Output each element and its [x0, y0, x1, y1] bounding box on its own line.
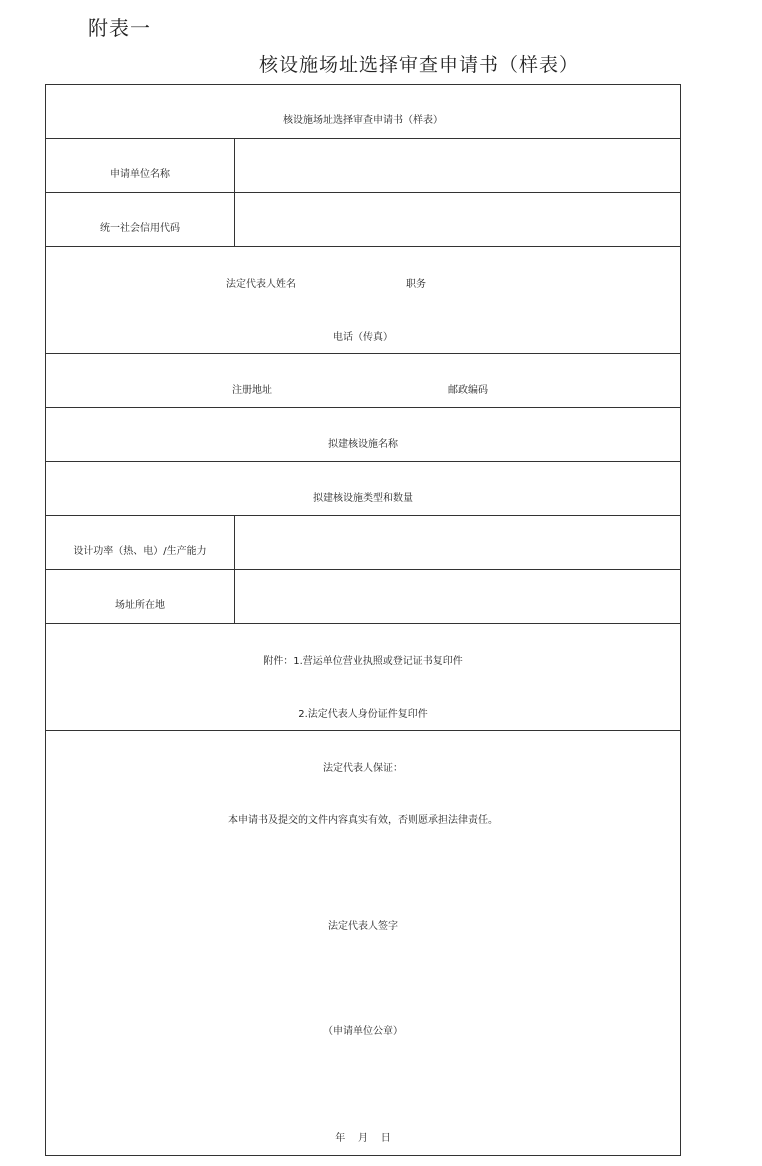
guarantee-label: 法定代表人保证： — [323, 763, 403, 774]
legal-rep-row — [46, 247, 680, 354]
seal-label: （申请单位公章） — [323, 1026, 403, 1037]
credit-code-label: 统一社会信用代码 — [46, 193, 235, 246]
form-header: 核设施场址选择审查申请书（样表） — [283, 115, 443, 126]
site-location-row — [46, 570, 680, 624]
site-location-field[interactable] — [235, 570, 680, 623]
guarantee-row — [46, 731, 680, 1155]
facility-name-row — [46, 408, 680, 462]
document-title: 核设施场址选择审查申请书（样表） — [258, 54, 579, 76]
application-form — [45, 84, 681, 1156]
facility-name-label: 拟建核设施名称 — [328, 439, 398, 450]
signature-label: 法定代表人签字 — [328, 921, 398, 932]
position-label: 职务 — [406, 279, 426, 290]
annex-label: 附表一 — [88, 16, 151, 40]
design-power-label: 设计功率（热、电）/生产能力 — [46, 516, 235, 569]
phone-label: 电话（传真） — [333, 332, 393, 343]
attachment-2: 2.法定代表人身份证件复印件 — [298, 709, 428, 720]
applicant-name-row — [46, 139, 680, 193]
legal-rep-name-label: 法定代表人姓名 — [226, 279, 296, 290]
form-header-row — [46, 85, 680, 139]
design-power-field[interactable] — [235, 516, 680, 569]
applicant-name-label: 申请单位名称 — [46, 139, 235, 192]
attachment-1: 附件：1.营运单位营业执照或登记证书复印件 — [263, 656, 463, 667]
design-power-row — [46, 516, 680, 570]
reg-address-row — [46, 354, 680, 408]
reg-address-label: 注册地址 — [232, 385, 272, 396]
applicant-name-field[interactable] — [235, 139, 680, 192]
facility-type-row — [46, 462, 680, 516]
facility-type-label: 拟建核设施类型和数量 — [313, 493, 413, 504]
date-line: 年 月 日 — [335, 1133, 391, 1144]
postcode-label: 邮政编码 — [448, 385, 488, 396]
attachments-row — [46, 624, 680, 731]
credit-code-row — [46, 193, 680, 247]
credit-code-field[interactable] — [235, 193, 680, 246]
site-location-label: 场址所在地 — [46, 570, 235, 623]
guarantee-text: 本申请书及提交的文件内容真实有效，否则愿承担法律责任。 — [228, 815, 498, 826]
